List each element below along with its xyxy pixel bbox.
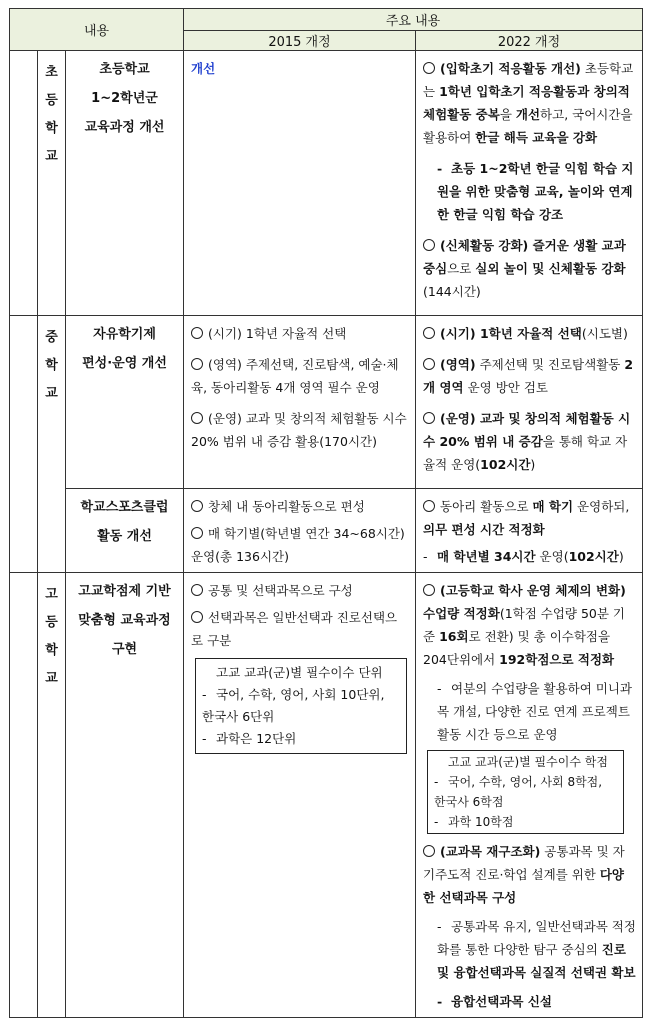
high-2022: (고등학교 학사 운영 체제의 변화) 수업량 적정화(1학점 수업량 50분 기준 16회로 전환) 및 총 이수학점을 204단위에서 192학점으로 적정화 - 여분의 수업량을 활용하여 미니과목 개설, 다양한 진로 연계 프로젝트 활동 시간 등으로 운영 고교 교과(군)별 필수이수 학점 - 국어, 수학, 영어, 사회 8학점, 한국사 6학점 - 과학 10학점 (교과목 재구조화) 공통과목 및 자기주도적 진로·학업 설계를 위한 다양한 선택과목 구성 - 공통과목 유지, 일반선택과목 적정화를 통한 다양한 탐구 중심의 진로 및 융합선택과목 실질적 선택권 확보 - 융합선택과목 신설 xyxy=(416,573,643,1018)
area-free-semester: 자유학기제 편성·운영 개선 xyxy=(66,316,184,489)
blank-col xyxy=(10,573,38,1018)
circle-bullet-icon xyxy=(191,358,203,370)
elem-2022-item1: (입학초기 적응활동 개선) 초등학교는 1학년 입학초기 적응활동과 창의적체험활동 중복을 개선하고, 국어시간을 활용하여 한글 해득 교육을 강화 xyxy=(423,61,634,145)
circle-bullet-icon xyxy=(191,611,203,623)
header-2022: 2022 개정 xyxy=(416,31,643,51)
level-middle: 중 학 교 xyxy=(38,316,66,573)
mid-2022-2: 동아리 활동으로 매 학기 운영하되, 의무 편성 시간 적정화 - 매 학년별 34시간 운영(102시간) xyxy=(416,489,643,573)
level-elementary: 초 등 학 교 xyxy=(38,51,66,316)
level-high: 고 등 학 교 xyxy=(38,573,66,1018)
header-content: 내용 xyxy=(10,9,184,51)
circle-bullet-icon xyxy=(423,62,435,74)
elem-2015 xyxy=(184,51,416,316)
circle-bullet-icon xyxy=(191,500,203,512)
elem-2022-item2: (신체활동 강화) 즐거운 생활 교과 중심으로 실외 놀이 및 신체활동 강화(144시간) xyxy=(423,238,626,299)
circle-bullet-icon xyxy=(191,527,203,539)
header-2015: 2015 개정 xyxy=(184,31,416,51)
circle-bullet-icon xyxy=(191,584,203,596)
circle-bullet-icon xyxy=(191,412,203,424)
circle-bullet-icon xyxy=(423,584,435,596)
circle-bullet-icon xyxy=(423,500,435,512)
mid-2022-1: (시기) 1학년 자율적 선택(시도별) (영역) 주제선택 및 진로탐색활동 2개 영역 운영 방안 검토 (운영) 교과 및 창의적 체험활동 시수 20% 범위 내 증감을 통해 학교 자율적 운영(102시간) xyxy=(416,316,643,489)
circle-bullet-icon xyxy=(423,358,435,370)
area-sports-club: 학교스포츠클럽 활동 개선 xyxy=(66,489,184,573)
required-credits-box-2022: 고교 교과(군)별 필수이수 학점 - 국어, 수학, 영어, 사회 8학점, 한국사 6학점 - 과학 10학점 xyxy=(427,750,624,834)
mid-2015-1: (시기) 1학년 자율적 선택 (영역) 주제선택, 진로탐색, 예술·체육, 동아리활동 4개 영역 필수 운영 (운영) 교과 및 창의적 체험활동 시수 20% 범위 내 증감 활용(170시간) xyxy=(184,316,416,489)
circle-bullet-icon xyxy=(423,845,435,857)
blank-col xyxy=(10,51,38,316)
curriculum-comparison-table xyxy=(9,8,643,1018)
mid-2015-2: 창체 내 동아리활동으로 편성 매 학기별(학년별 연간 34~68시간) 운영(총 136시간) xyxy=(184,489,416,573)
improve-label: 개선 xyxy=(191,61,216,76)
header-main: 주요 내용 xyxy=(184,9,643,31)
circle-bullet-icon xyxy=(191,327,203,339)
area-elementary: 초등학교 1~2학년군 교육과정 개선 xyxy=(66,51,184,316)
circle-bullet-icon xyxy=(423,327,435,339)
high-2015: 공통 및 선택과목으로 구성 선택과목은 일반선택과 진로선택으로 구분 고교 교과(군)별 필수이수 단위 - 국어, 수학, 영어, 사회 10단위, 한국사 6단위 - 과학은 12단위 xyxy=(184,573,416,1018)
required-units-box-2015: 고교 교과(군)별 필수이수 단위 - 국어, 수학, 영어, 사회 10단위, 한국사 6단위 - 과학은 12단위 xyxy=(195,658,407,754)
elem-2022 xyxy=(416,51,643,316)
blank-col xyxy=(10,316,38,573)
circle-bullet-icon xyxy=(423,239,435,251)
area-high-credit: 고교학점제 기반 맞춤형 교육과정 구현 xyxy=(66,573,184,1018)
circle-bullet-icon xyxy=(423,412,435,424)
elem-2022-dash1: - 초등 1~2학년 한글 익힘 학습 지원을 위한 맞춤형 교육, 놀이와 연계한 한글 익힘 학습 강조 xyxy=(423,157,636,226)
